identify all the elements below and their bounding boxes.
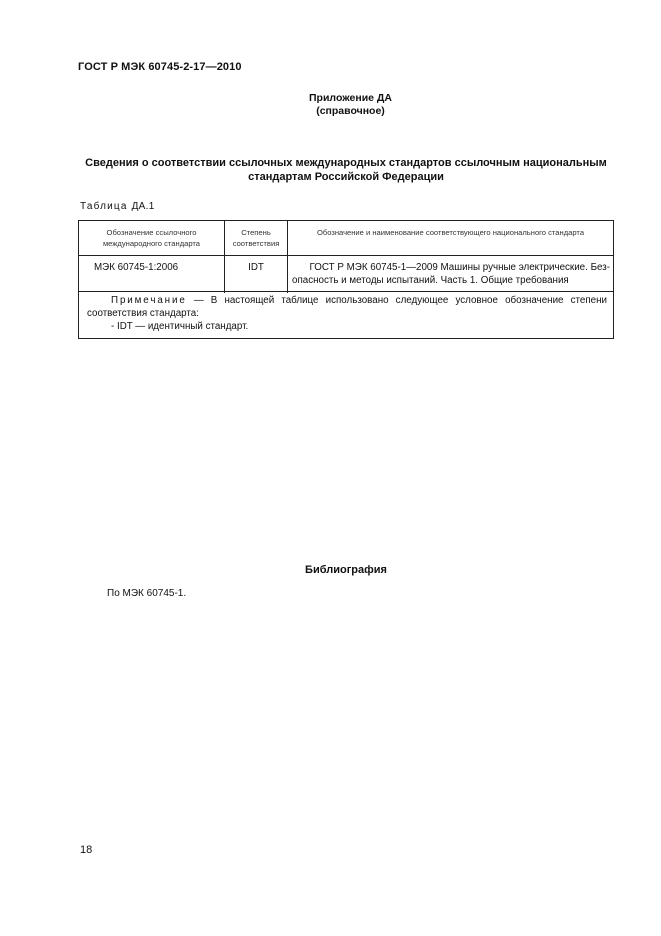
- table-cell-degree: IDT: [248, 262, 264, 273]
- table-header-degree: [225, 227, 287, 249]
- table-note-text: — В настоящей таблице использовано следующее условное обозначение степени соответствия стандарта:: [87, 295, 607, 319]
- table-header-degree-line2: соответствия: [232, 239, 280, 248]
- table-cell-national-line1: ГОСТ Р МЭК 60745-1—2009 Машины ручные электрические. Без-: [309, 262, 610, 273]
- table-header-degree-line1: Степень: [241, 228, 271, 237]
- table-header-national: Обозначение и наименование соответствующего национального стандарта: [316, 228, 585, 237]
- section-heading-line2: стандартам Российской Федерации: [248, 171, 444, 183]
- table-caption-number: ДА.1: [131, 201, 155, 212]
- table-note: [87, 294, 607, 333]
- table-note-divider: [79, 291, 613, 292]
- correspondence-table: [78, 220, 614, 339]
- section-heading-line1: Сведения о соответствии ссылочных международных стандартов ссылочным национальным: [85, 157, 607, 169]
- table-caption-word: Таблица: [80, 201, 128, 212]
- table-header-intl-line2: международного стандарта: [102, 239, 201, 248]
- annex-title: Приложение ДА: [309, 92, 392, 104]
- table-cell-national: [292, 261, 610, 287]
- table-header-divider: [79, 255, 613, 256]
- table-note-item: - IDT — идентичный стандарт.: [111, 321, 249, 332]
- table-caption: [80, 201, 155, 212]
- table-header-intl: [79, 227, 224, 249]
- table-header-intl-line1: Обозначение ссылочного: [106, 228, 197, 237]
- table-note-label: Примечание: [111, 295, 187, 306]
- bibliography-text: По МЭК 60745-1.: [107, 588, 187, 599]
- annex-kind: (справочное): [316, 105, 385, 117]
- table-cell-intl: МЭК 60745-1:2006: [94, 262, 179, 273]
- document-header: ГОСТ Р МЭК 60745-2-17—2010: [78, 61, 242, 73]
- table-note-paragraph: [87, 294, 607, 320]
- page-number: 18: [80, 844, 93, 856]
- table-cell-national-line2: опасность и методы испытаний. Часть 1. Общие требования: [292, 275, 569, 286]
- bibliography-title: Библиография: [305, 564, 387, 576]
